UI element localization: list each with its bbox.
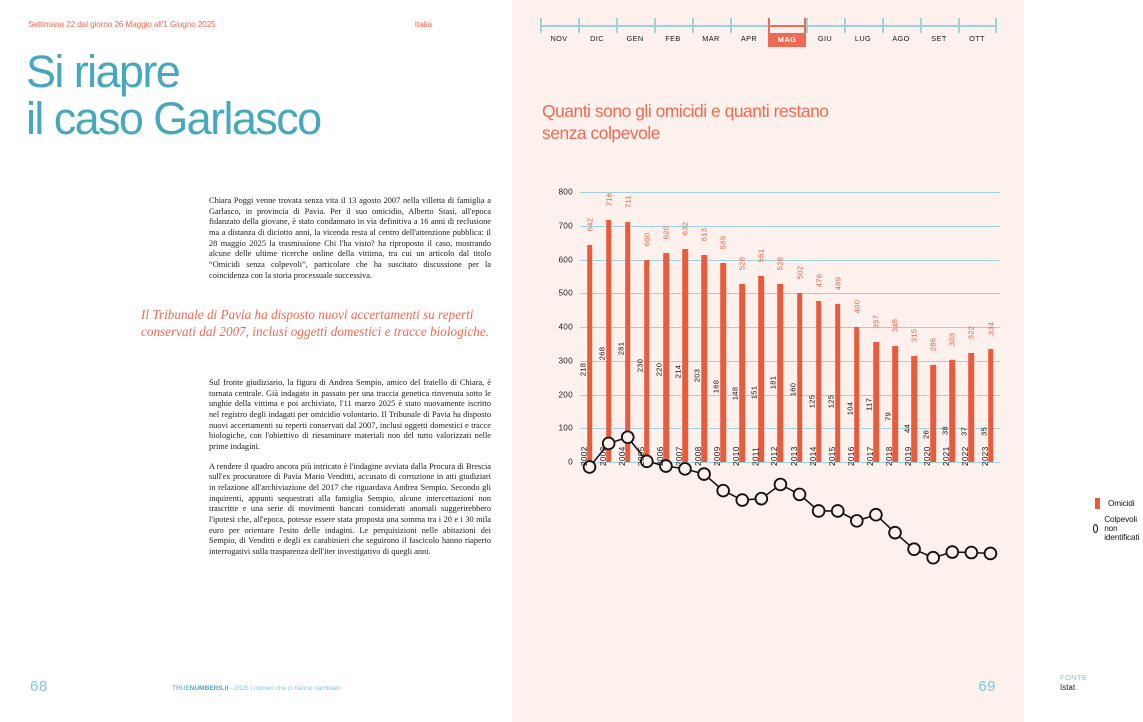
line-value-label: 220: [654, 362, 664, 377]
timeline-month-label: MAR: [702, 34, 720, 43]
timeline-months: [540, 18, 996, 52]
timeline-month-feb[interactable]: [654, 18, 692, 52]
bar-value-label: 345: [890, 318, 900, 332]
x-tick-label: 2005: [637, 446, 647, 466]
y-tick-label: 300: [558, 356, 573, 366]
timeline-month-label: FEB: [665, 34, 681, 43]
line-value-label: 125: [807, 394, 817, 409]
x-tick-label: 2015: [827, 446, 837, 466]
page-number-right: 69: [978, 678, 996, 695]
brand-true: TRUE: [172, 685, 190, 692]
timeline-tick: [844, 18, 846, 33]
brand-it: .it: [222, 685, 229, 692]
timeline-tick: [654, 18, 656, 33]
bar-value-label: 322: [966, 326, 976, 340]
circle-swatch-icon: [1093, 524, 1098, 533]
x-tick-label: 2008: [694, 446, 704, 466]
omicidi-chart: [542, 187, 1002, 467]
x-tick-label: 2012: [770, 446, 780, 466]
footer-brand: [172, 685, 341, 692]
timeline-month-mar[interactable]: [692, 18, 730, 52]
timeline-month-ago[interactable]: [882, 18, 920, 52]
pull-quote: Il Tribunale di Pavia ha disposto nuovi accertamenti su reperti conservati dal 2007, inclusi oggetti domestici e tracce biologiche.: [141, 307, 489, 340]
line-value-label: 35: [979, 427, 989, 437]
line-value-label: 26: [921, 430, 931, 440]
y-axis-labels: [542, 187, 578, 467]
timeline-month-dic[interactable]: [578, 18, 616, 52]
legend-item-omicidi: [1095, 498, 1143, 509]
line-point: [622, 431, 634, 443]
line-value-label: 148: [730, 386, 740, 401]
line-value-label: 168: [711, 380, 721, 394]
bar-value-label: 642: [585, 218, 595, 232]
bar-value-label: 528: [737, 256, 747, 271]
issue-kicker: Settimana 22 dal giorno 26 Maggio all'1 Giugno 2025: [28, 20, 216, 29]
y-tick-label: 600: [558, 255, 573, 264]
timeline-month-apr[interactable]: [730, 18, 768, 52]
x-tick-label: 2022: [961, 446, 971, 466]
bar-value-label: 334: [986, 321, 996, 336]
y-tick-label: 100: [558, 423, 573, 433]
line-point: [946, 546, 958, 558]
article-paragraph: A rendere il quadro ancora più intricato è l'indagine avviata dalla Procura di Brescia sull'ex procuratore di Pavia Mario Venditti, accusato di corruzione in atti giudiziari in relazione all'archiviazione del 2017 che riguardava Andrea Sempio. Secondo gli inquirenti, appunti sequestrati alla famiglia Sempio, alcune intercettazioni non trascritte e una serie di movimenti bancari considerati anomali suggerirebbero l'ipotesi che, all'epoca, potesse essere stata proposta una somma tra i 20 e i 30 mila euro per orientare l'esito delle indagini. Le perquisizioni nelle abitazioni dei Sempio, di Venditti e degli ex carabinieri che seguirono il fascicolo hanno riaperto interrogativi sulla trasparenza dell'iter investigativo di quegli anni.: [209, 461, 491, 556]
line-value-label: 203: [692, 368, 702, 382]
article-body-top: [209, 196, 491, 290]
x-tick-label: 2013: [789, 446, 799, 466]
bar-value-label: 469: [833, 276, 843, 291]
article-body-bottom: [209, 378, 491, 567]
line-value-label: 160: [788, 382, 798, 397]
timeline-month-mag[interactable]: [768, 18, 806, 52]
x-tick-label: 2009: [713, 446, 723, 466]
timeline-month-gen[interactable]: [616, 18, 654, 52]
bar-value-label: 613: [699, 227, 709, 242]
timeline-month-ott[interactable]: [958, 18, 996, 52]
article-paragraph: Chiara Poggi venne trovata senza vita il 13 agosto 2007 nella villetta di famiglia a Garlasco, in provincia di Pavia. Per il suo omicidio, Alberto Stasi, all'epoca fidanzato della giovane, è stato condannato in via definitiva a 16 anni di reclusione ma a distanza di diciotto anni, la vicenda resta al centro dell'attenzione pubblica: il 28 maggio 2025 la trasmissione Chi l'ha visto? ha riproposto il caso, mostrando alcune delle ultime ricerche online della vittima, tra cui un articolo dal titolo “Omicidi senza colpevoli”, particolare che ha suscitato discussione per la coincidenza con la storia processuale successiva.: [209, 196, 491, 280]
y-tick-label: 0: [568, 457, 573, 467]
timeline-active-segment: [768, 25, 806, 27]
line-value-label: 268: [597, 346, 607, 360]
line-value-label: 214: [673, 364, 683, 379]
timeline-month-label: NOV: [550, 34, 568, 43]
bar-value-label: 357: [871, 314, 881, 328]
timeline-month-label: MAG: [768, 33, 806, 47]
line-value-label: 37: [959, 426, 969, 436]
x-tick-label: 2017: [866, 446, 876, 466]
bar-value-label: 600: [642, 232, 652, 246]
timeline-month-set[interactable]: [920, 18, 958, 52]
line-value-label: 230: [635, 359, 645, 373]
line-point: [927, 552, 939, 564]
x-tick-label: 2002: [579, 446, 589, 466]
headline-line-2: il caso Garlasco: [26, 93, 321, 144]
line-point: [908, 543, 920, 555]
line-value-label: 44: [902, 424, 912, 434]
line-point: [851, 515, 863, 527]
bar-value-label: 711: [623, 195, 633, 209]
brand-numbers: NUMBERS: [189, 685, 223, 692]
y-tick-label: 500: [558, 288, 573, 298]
bar-value-label: 303: [947, 332, 957, 347]
x-tick-label: 2020: [923, 446, 933, 466]
x-tick-label: 2023: [980, 446, 990, 466]
chart-title-line-2: senza colpevole: [542, 123, 660, 143]
chart-title-line-1: Quanti sono gli omicidi e quanti restano: [542, 101, 829, 121]
timeline-month-giu[interactable]: [806, 18, 844, 52]
x-tick-label: 2007: [675, 446, 685, 466]
month-timeline: [540, 18, 996, 52]
x-axis-labels: [579, 446, 1000, 502]
legend-label: Colpevoli non identificati: [1104, 515, 1140, 542]
timeline-month-label: SET: [931, 34, 947, 43]
bar-value-label: 632: [680, 221, 690, 235]
right-page: [512, 0, 1140, 722]
x-tick-label: 2004: [617, 446, 627, 466]
line-value-label: 151: [749, 385, 759, 400]
timeline-month-nov[interactable]: [540, 18, 578, 52]
bar-value-label: 551: [756, 248, 766, 263]
brand-tagline: - 2025 I numeri che ci hanno cambiato: [228, 685, 341, 692]
line-point: [870, 509, 882, 521]
timeline-month-label: DIC: [590, 34, 604, 43]
bar-swatch-icon: [1095, 498, 1100, 509]
timeline-month-label: LUG: [854, 34, 872, 43]
x-tick-label: 2010: [732, 446, 742, 466]
timeline-tick: [616, 18, 618, 33]
headline-line-1: Si riapre: [26, 46, 180, 97]
line-point: [813, 505, 825, 517]
timeline-tick: [692, 18, 694, 33]
line-value-label: 218: [578, 363, 588, 377]
timeline-tick: [920, 18, 922, 33]
timeline-month-lug[interactable]: [844, 18, 882, 52]
bar-value-label: 286: [928, 338, 938, 352]
timeline-tick: [806, 18, 808, 33]
line-value-label: 79: [883, 412, 893, 422]
timeline-tick: [995, 18, 997, 33]
legend-item-colpevoli: [1095, 515, 1143, 542]
timeline-month-label: GIU: [817, 34, 833, 43]
line-value-label: 125: [826, 394, 836, 409]
left-page: [0, 0, 512, 722]
x-tick-label: 2016: [847, 446, 857, 466]
bar-value-label: 620: [661, 225, 671, 240]
timeline-tick: [540, 18, 542, 33]
timeline-month-label: GEN: [626, 34, 644, 43]
x-tick-label: 2018: [885, 446, 895, 466]
line-point: [985, 548, 997, 560]
page-number-left: 68: [30, 678, 48, 695]
bar-value-label: 589: [718, 235, 728, 250]
timeline-tick: [578, 18, 580, 33]
line-point: [965, 547, 977, 559]
bar-value-label: 716: [604, 193, 614, 207]
legend-label: Omicidi: [1108, 499, 1135, 508]
source-block: [1060, 673, 1087, 692]
x-tick-label: 2003: [598, 446, 608, 466]
timeline-tick: [730, 18, 732, 33]
article-paragraph: Sul fronte giudiziario, la figura di Andrea Sempio, amico del fratello di Chiara, è tornata centrale. Già indagato in passato per una traccia genetica rinvenuta sotto le unghie della vittima e poi archiviato, l'11 marzo 2025 è stato nuovamente iscritto nel registro degli indagati per omicidio volontario. Il Tribunale di Pavia ha disposto nuovi accertamenti su reperti conservati dal 2007, inclusi oggetti domestici e tracce biologiche, con l'obiettivo di riesaminare materiali non del tutto valorizzati nelle prime indagini.: [209, 378, 491, 451]
line-point: [832, 505, 844, 517]
chart-legend: [1095, 498, 1143, 548]
line-value-label: 281: [616, 341, 626, 356]
line-value-label: 181: [768, 375, 778, 390]
timeline-tick: [958, 18, 960, 33]
bar-value-label: 476: [814, 274, 824, 288]
y-tick-label: 200: [558, 390, 573, 399]
page-title: [26, 48, 486, 142]
chart-title: [542, 100, 972, 144]
source-title: FONTE: [1060, 673, 1088, 682]
kicker-row: [28, 20, 432, 29]
bar-value-label: 528: [775, 256, 785, 271]
source-name: Istat: [1060, 683, 1076, 692]
x-tick-label: 2011: [751, 446, 761, 466]
timeline-month-label: APR: [740, 34, 758, 43]
bar-value-label: 400: [852, 299, 862, 314]
line-value-label: 38: [940, 426, 950, 436]
x-tick-label: 2021: [942, 446, 952, 466]
line-point: [889, 527, 901, 539]
bar-value-label: 502: [795, 265, 805, 279]
line-series: [580, 192, 1000, 570]
y-tick-label: 700: [558, 221, 573, 231]
timeline-month-label: OTT: [969, 34, 985, 43]
timeline-month-label: AGO: [892, 34, 910, 43]
x-tick-label: 2019: [904, 446, 914, 466]
bar-value-label: 315: [909, 328, 919, 342]
y-tick-label: 800: [558, 187, 573, 197]
timeline-tick: [882, 18, 884, 33]
x-tick-label: 2014: [808, 446, 818, 466]
x-tick-label: 2006: [656, 446, 666, 466]
line-value-label: 117: [864, 397, 874, 411]
y-tick-label: 400: [558, 322, 573, 332]
section-label: Italia: [414, 20, 432, 29]
plot-area: [580, 192, 1000, 462]
line-value-label: 104: [845, 401, 855, 416]
